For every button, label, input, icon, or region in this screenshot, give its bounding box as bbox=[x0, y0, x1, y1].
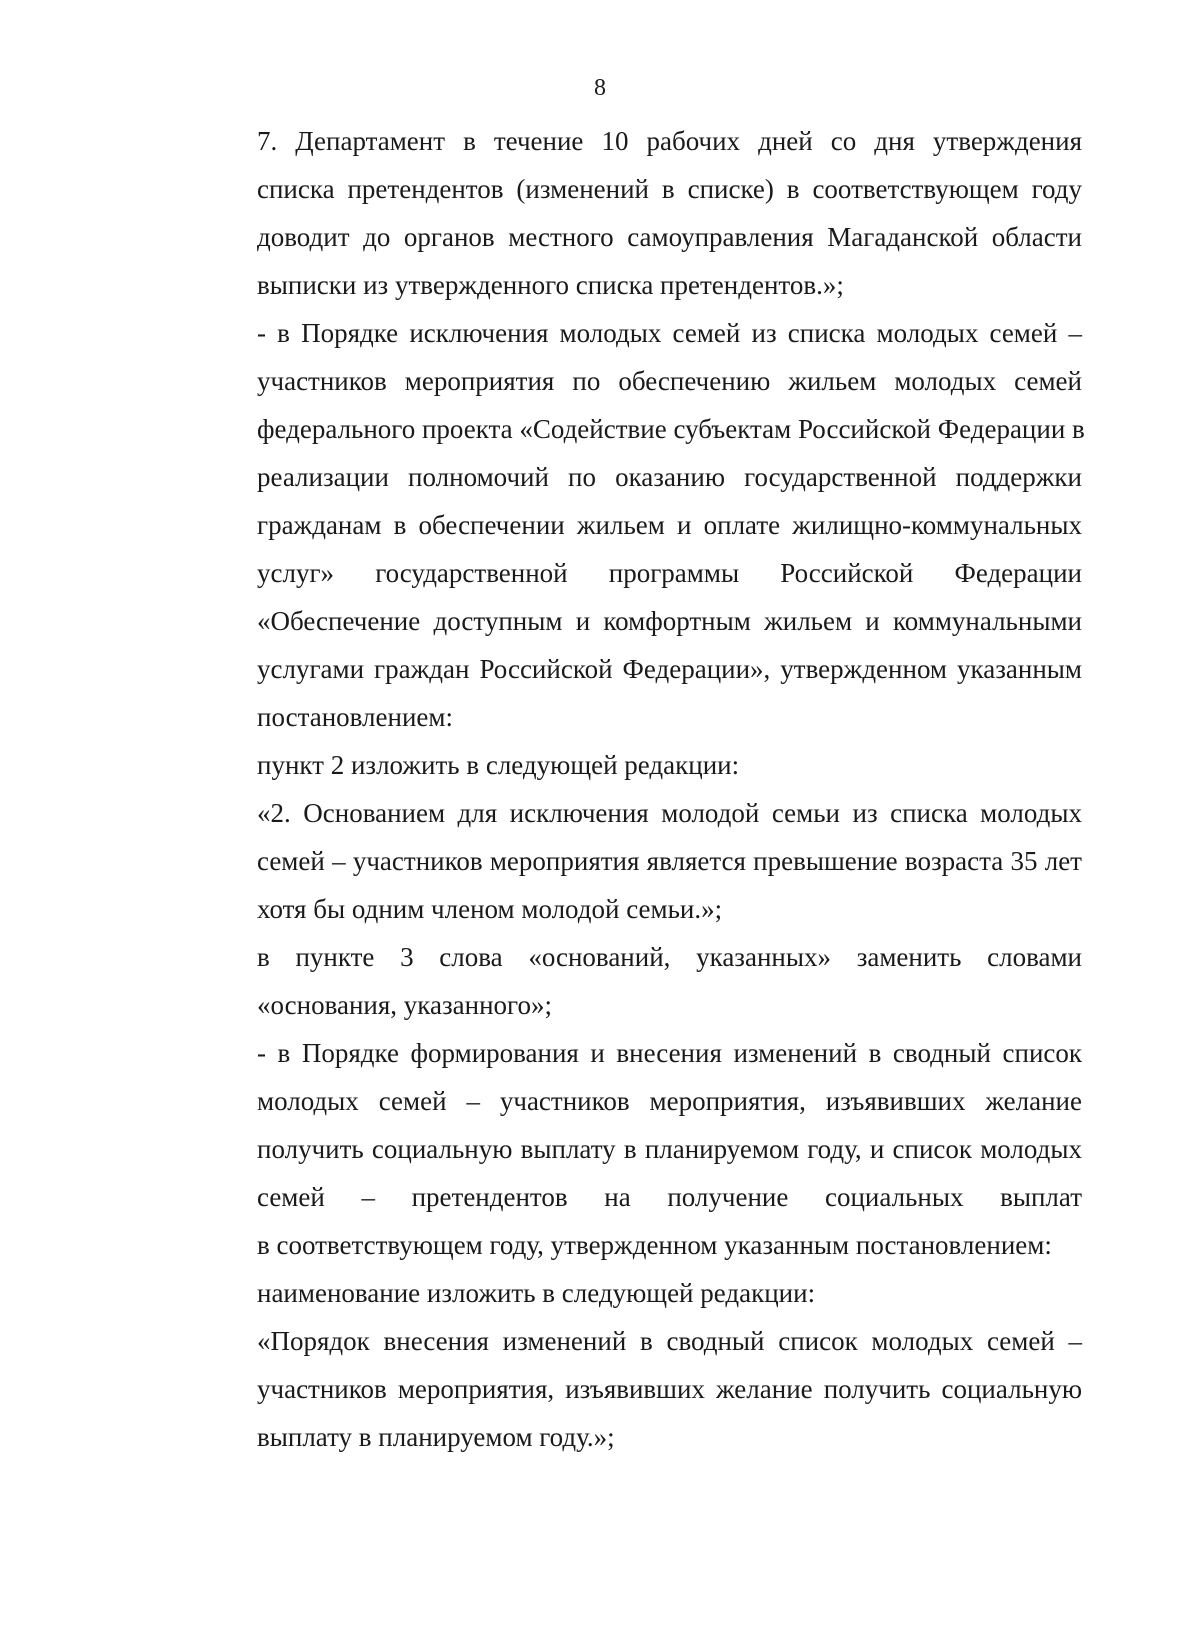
paragraph-point-2-intro bbox=[188, 741, 1082, 789]
text-line: услугами граждан Российской Федерации», утвержденном указанным bbox=[257, 654, 1082, 684]
document-body bbox=[188, 117, 1085, 1461]
text-line: «Порядок внесения изменений в сводный список молодых семей – bbox=[257, 1326, 1082, 1356]
text-line: списка претендентов (изменений в списке) в соответствующем году bbox=[257, 174, 1082, 204]
page-number: 8 bbox=[594, 75, 606, 101]
text-line: участников мероприятия, изъявивших желание получить социальную bbox=[257, 1374, 1082, 1404]
text-line: хотя бы одним членом молодой семьи.»; bbox=[257, 894, 723, 924]
text-line: гражданам в обеспечении жильем и оплате жилищно-коммунальных bbox=[257, 510, 1082, 540]
text-line: семей – претендентов на получение социальных выплат bbox=[257, 1182, 1082, 1212]
text-line: наименование изложить в следующей редакции: bbox=[257, 1278, 816, 1308]
text-line: «Обеспечение доступным и комфортным жильем и коммунальными bbox=[257, 606, 1082, 636]
text-line: в пункте 3 слова «оснований, указанных» заменить словами bbox=[257, 942, 1082, 972]
text-line: выплату в планируемом году.»; bbox=[257, 1422, 615, 1452]
text-line: молодых семей – участников мероприятия, изъявивших желание bbox=[257, 1086, 1082, 1116]
text-line: получить социальную выплату в планируемом году, и список молодых bbox=[257, 1134, 1082, 1164]
paragraph-title-text bbox=[188, 1317, 1082, 1461]
text-line: реализации полномочий по оказанию государственной поддержки bbox=[257, 462, 1082, 492]
text-line: пункт 2 изложить в следующей редакции: bbox=[257, 750, 740, 780]
text-line: «2. Основанием для исключения молодой семьи из списка молодых bbox=[257, 798, 1082, 828]
text-line: выписки из утвержденного списка претендентов.»; bbox=[257, 270, 844, 300]
paragraph-item-7 bbox=[188, 117, 1082, 309]
paragraph-point-3 bbox=[188, 933, 1082, 1029]
text-line: участников мероприятия по обеспечению жильем молодых семей bbox=[257, 366, 1082, 396]
text-line: - в Порядке формирования и внесения изменений в сводный список bbox=[257, 1038, 1082, 1068]
paragraph-point-2-text bbox=[188, 789, 1082, 933]
text-line: - в Порядке исключения молодых семей из списка молодых семей – bbox=[257, 318, 1082, 348]
text-line: в соответствующем году, утвержденном указанным постановлением: bbox=[257, 1230, 1052, 1260]
text-line: 7. Департамент в течение 10 рабочих дней со дня утверждения bbox=[257, 126, 1082, 156]
text-line: семей – участников мероприятия является превышение возраста 35 лет bbox=[257, 846, 1082, 876]
text-line: федерального проекта «Содействие субъектам Российской Федерации в bbox=[257, 414, 1085, 444]
paragraph-title-intro bbox=[188, 1269, 1082, 1317]
text-line: услуг» государственной программы Российской Федерации bbox=[257, 558, 1082, 588]
text-line: «основания, указанного»; bbox=[257, 990, 552, 1020]
text-line: доводит до органов местного самоуправления Магаданской области bbox=[257, 222, 1082, 252]
paragraph-exclusion-order bbox=[188, 309, 1085, 741]
paragraph-formation-order bbox=[188, 1029, 1082, 1269]
text-line: постановлением: bbox=[257, 702, 453, 732]
